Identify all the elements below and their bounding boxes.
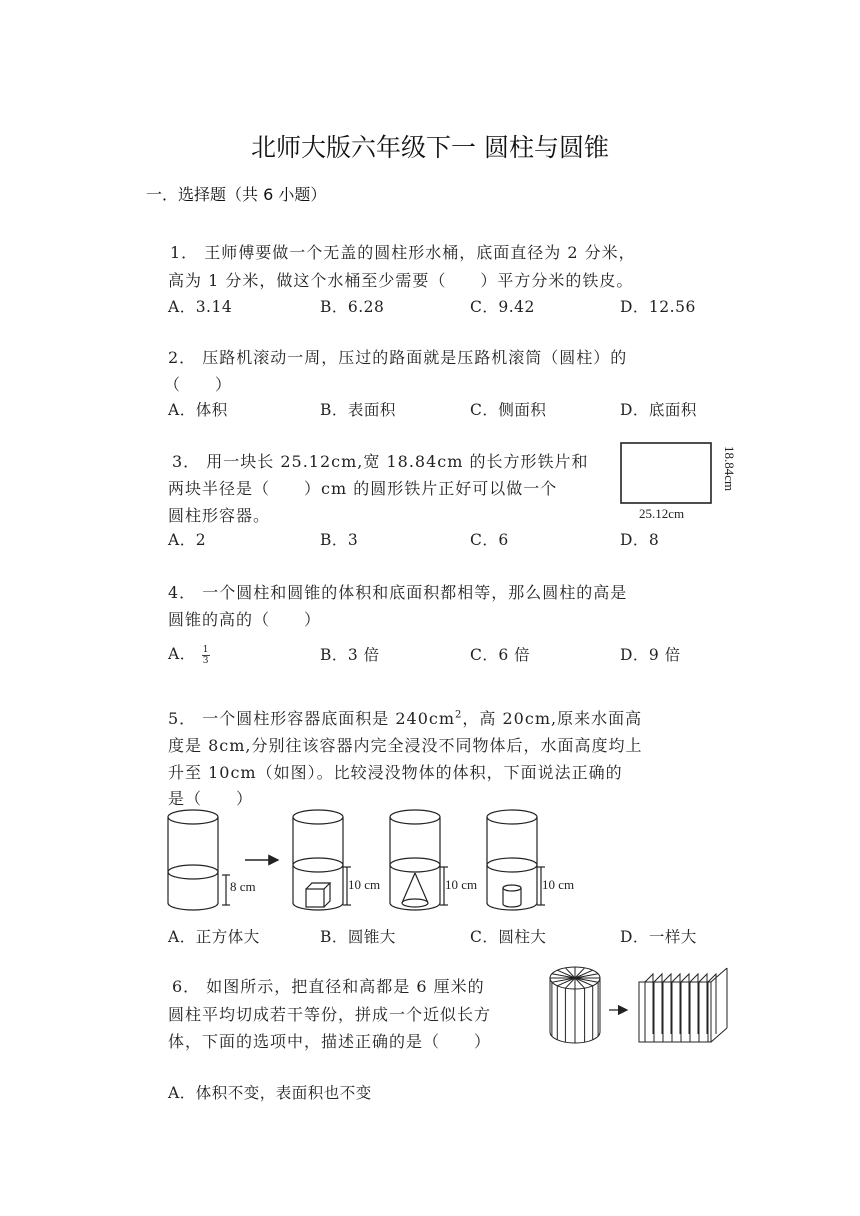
question-6-cylinder-cut-figure <box>545 962 735 1052</box>
question-5-line-3: 升至 10cm（如图）。比较浸没物体的体积，下面说法正确的 <box>168 763 623 782</box>
question-6-line-2: 圆柱平均切成若干等份，拼成一个近似长方 <box>168 1005 492 1024</box>
question-5-line-4: 是（ ） <box>168 789 254 808</box>
question-4-option-a[interactable] <box>168 642 210 666</box>
question-1-line-1: 1． 王师傅要做一个无盖的圆柱形水桶，底面直径为 2 分米， <box>170 243 636 262</box>
question-4-line-1: 4． 一个圆柱和圆锥的体积和底面积都相等，那么圆柱的高是 <box>168 583 628 602</box>
question-1-option-c[interactable]: C．9.42 <box>470 298 535 316</box>
question-3-option-a[interactable]: A．2 <box>168 531 207 549</box>
question-4-option-c[interactable]: C．6 倍 <box>470 646 531 664</box>
question-3-height-label: 18.84cm <box>722 446 737 492</box>
container-original-label: 8 cm <box>230 879 256 894</box>
question-3-option-b[interactable]: B．3 <box>320 531 359 549</box>
question-1-option-a[interactable]: A．3.14 <box>168 298 233 316</box>
question-1-option-d[interactable]: D．12.56 <box>620 298 696 316</box>
question-3-option-c[interactable]: C．6 <box>470 531 509 549</box>
question-5-line-1: 5． 一个圆柱形容器底面积是 $240cm^2$，高 20cm,原来水面高 <box>168 709 643 728</box>
section-heading: 一．选择题（共 6 小题） <box>146 185 327 204</box>
question-3-width-label: 25.12cm <box>639 506 685 521</box>
question-2-line-2: （ ） <box>164 375 233 394</box>
question-1-option-b[interactable]: B．6.28 <box>320 298 385 316</box>
question-2-line-1: 2． 压路机滚动一周，压过的路面就是压路机滚筒（圆柱）的 <box>168 348 628 367</box>
question-3-line-3: 圆柱形容器。 <box>168 506 271 525</box>
question-5-option-b[interactable]: B．圆锥大 <box>320 928 396 946</box>
container-cube-label: 10 cm <box>348 877 381 892</box>
page-title: 北师大版六年级下一 圆柱与圆锥 <box>251 133 609 162</box>
container-with-cone <box>390 810 448 910</box>
container-with-cylinder <box>487 810 545 910</box>
question-5-option-c[interactable]: C．圆柱大 <box>470 928 547 946</box>
question-2-option-c[interactable]: C．侧面积 <box>470 401 547 419</box>
container-cylinder-label: 10 cm <box>542 877 575 892</box>
question-4-line-2: 圆锥的高的（ ） <box>168 610 322 629</box>
question-4-option-d[interactable]: D．9 倍 <box>620 646 681 664</box>
question-6-line-1: 6． 如图所示，把直径和高都是 6 厘米的 <box>172 977 485 996</box>
question-5-containers-figure <box>160 805 590 920</box>
question-5-line-2: 度是 8cm,分别往该容器内完全浸没不同物体后，水面高度均上 <box>168 736 643 755</box>
question-4-option-b[interactable]: B．3 倍 <box>320 646 380 664</box>
fraction-one-third: $\frac{1}{3}$ <box>202 644 209 666</box>
question-6-line-3: 体，下面的选项中，描述正确的是（ ） <box>168 1032 492 1051</box>
container-with-cube <box>293 810 351 910</box>
question-3-rectangle-figure <box>615 440 740 525</box>
question-1-line-2: 高为 1 分米，做这个水桶至少需要（ ）平方分米的铁皮。 <box>168 271 634 290</box>
question-5-option-a[interactable]: A．正方体大 <box>168 928 260 946</box>
question-6-option-a[interactable]: A．体积不变，表面积也不变 <box>168 1084 372 1102</box>
question-3-line-2: 两块半径是（ ）cm 的圆形铁片正好可以做一个 <box>168 479 558 498</box>
container-cone-label: 10 cm <box>445 877 478 892</box>
question-5-option-d[interactable]: D．一样大 <box>620 928 697 946</box>
question-2-option-a[interactable]: A．体积 <box>168 401 228 419</box>
container-original <box>168 810 230 910</box>
question-3-option-d[interactable]: D．8 <box>620 531 660 549</box>
question-3-line-1: 3． 用一块长 25.12cm,宽 18.84cm 的长方形铁片和 <box>172 452 589 471</box>
question-4-option-a-prefix: A． <box>168 645 196 663</box>
question-2-option-d[interactable]: D．底面积 <box>620 401 697 419</box>
question-2-option-b[interactable]: B．表面积 <box>320 401 396 419</box>
